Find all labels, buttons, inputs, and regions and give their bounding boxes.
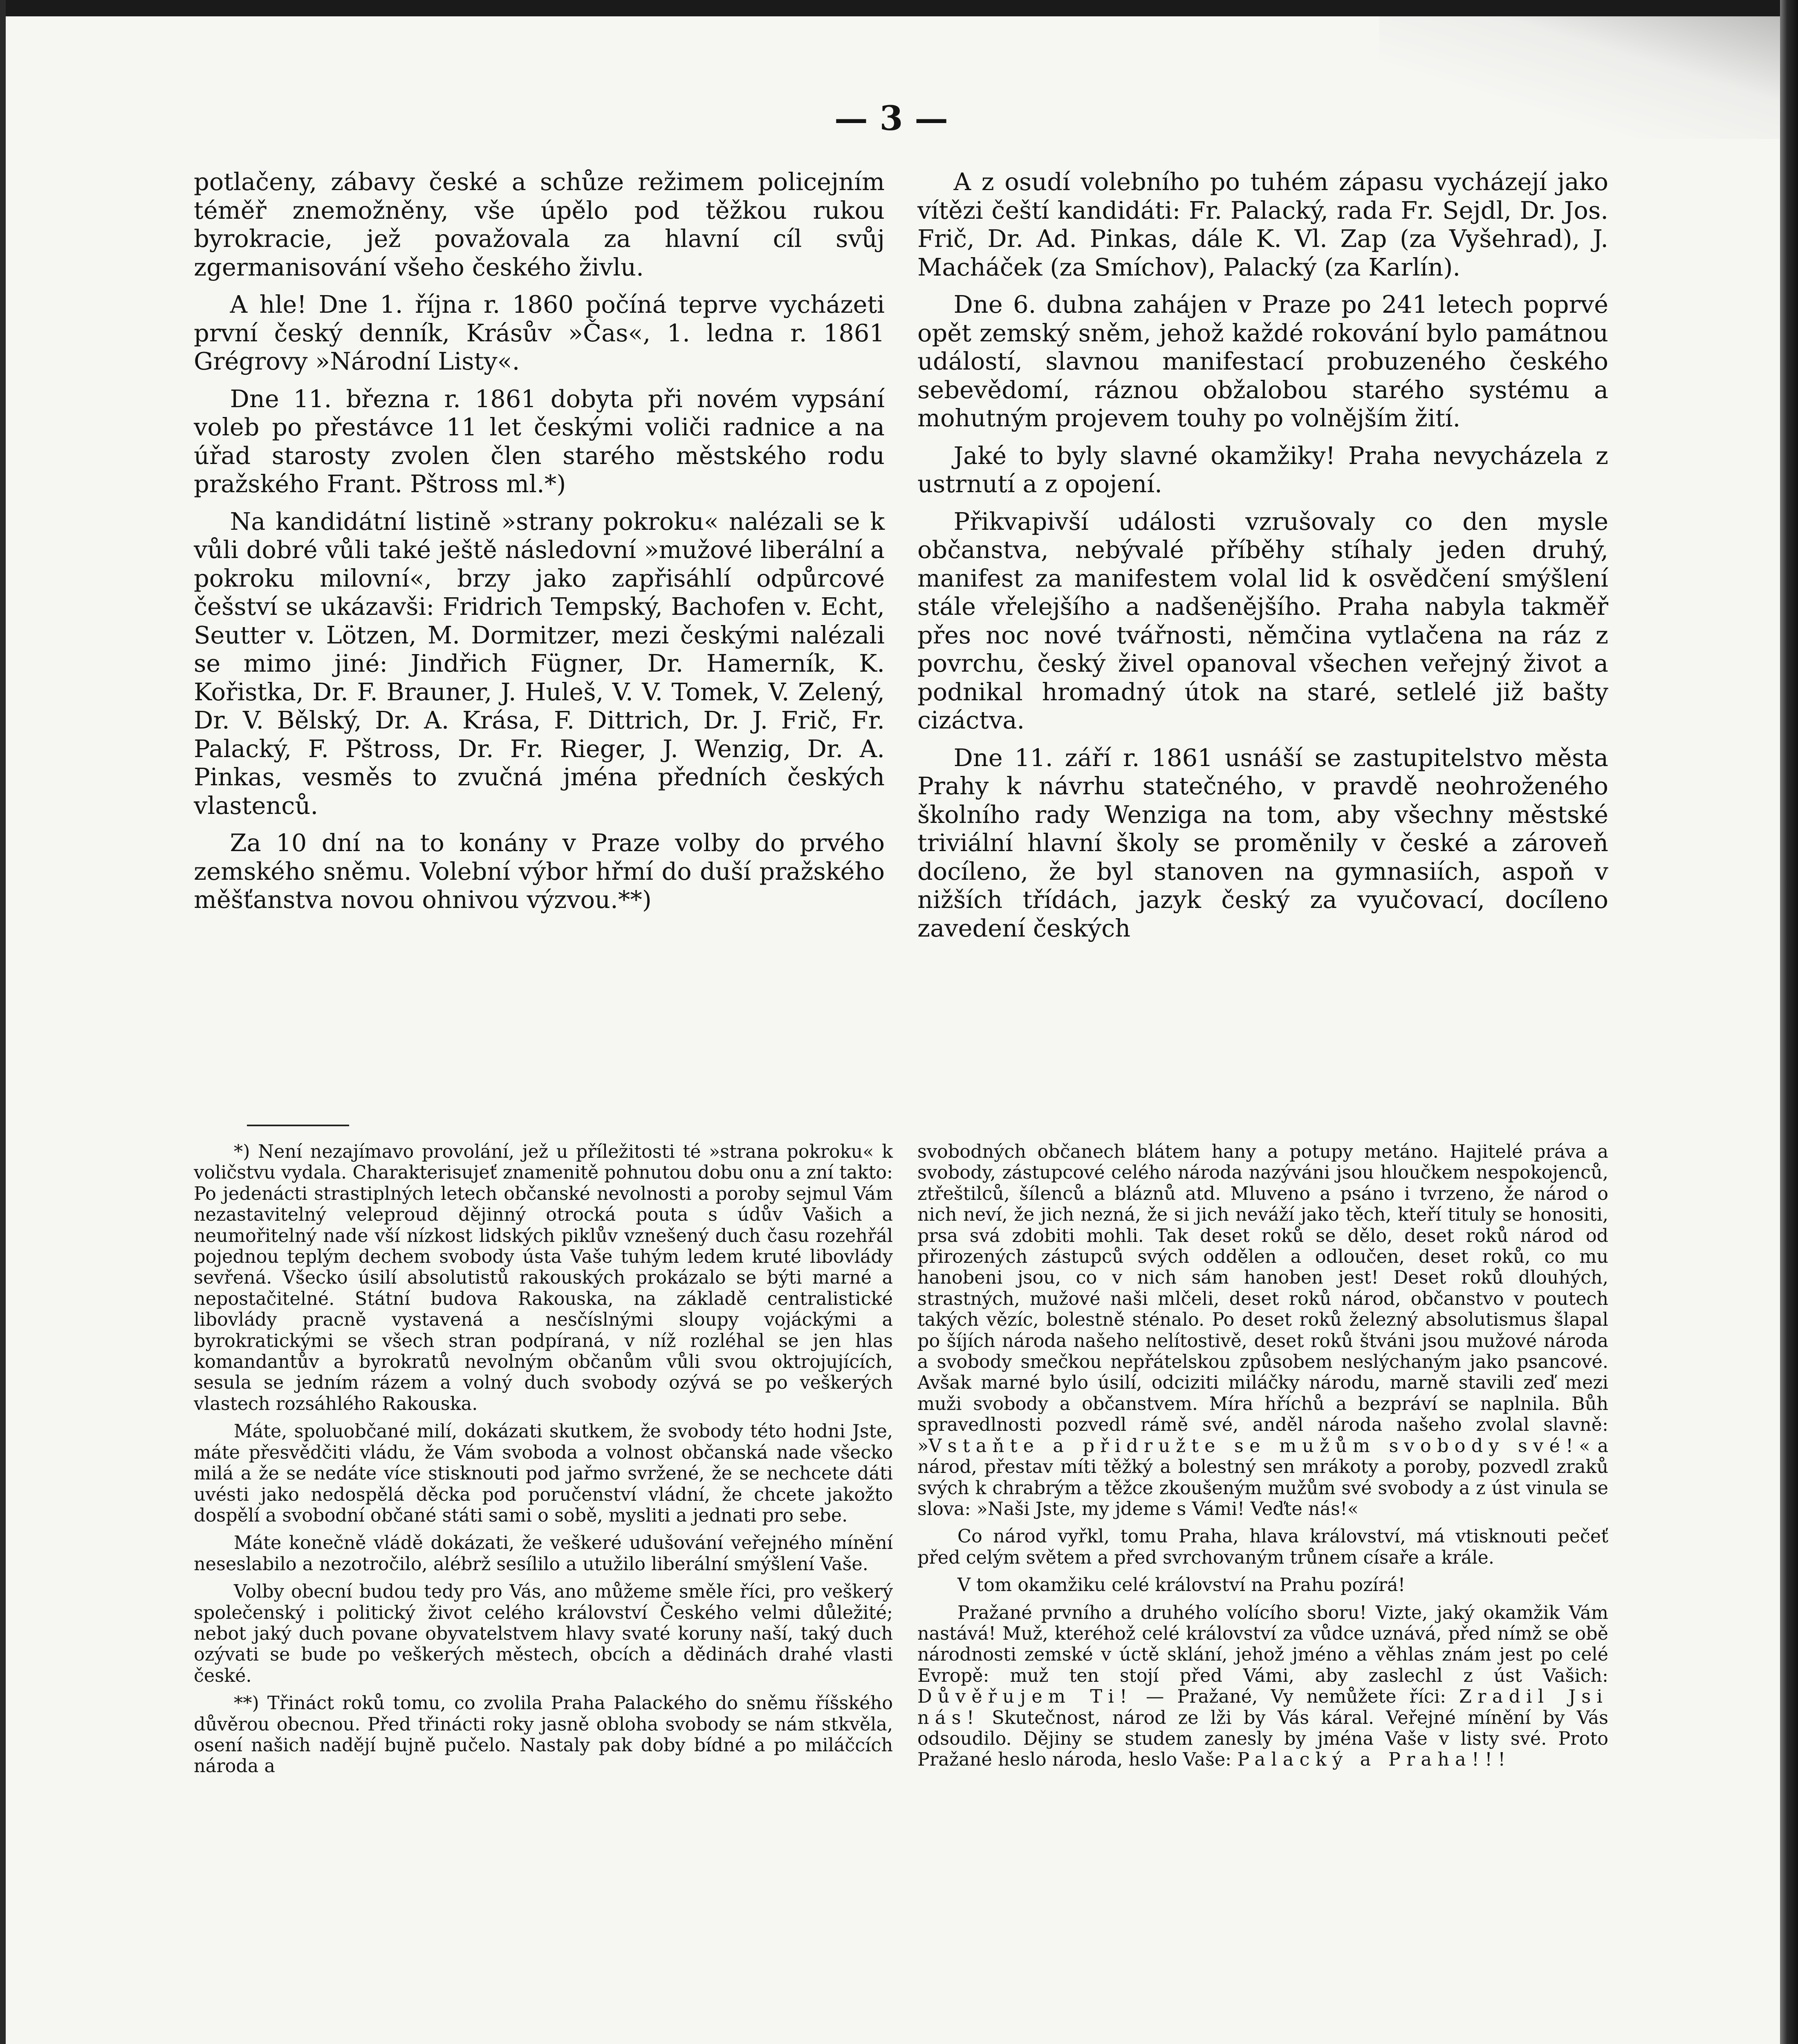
spaced-betray: Zradil Jsi nás!: [917, 1686, 1608, 1728]
paragraph: Dne 11. března r. 1861 dobyta při novém vypsání voleb po přestávce 11 let českými voliči radnice a na úřad starosty zvolen člen starého městského rodu pražského Frant. Pštross ml.*): [194, 384, 885, 498]
paragraph: A hle! Dne 1. října r. 1860 počíná teprve vycházeti první český denník, Krásův »Čas«, 1. ledna r. 1861 Grégrovy »Národní Listy«.: [194, 290, 885, 375]
spaced-motto: Palacký a Praha!!!: [1237, 1749, 1511, 1771]
footnote-paragraph: Máte konečně vládě dokázati, že veškeré udušování veřejného mínění neseslabilo a nezotročilo, alébrž sesílilo a utužilo liberální smýšlení Vaše.: [194, 1533, 893, 1575]
spaced-call: Vstaňte a přidružte se mužům svobody své!: [928, 1435, 1579, 1457]
scan-edge-top: [0, 0, 1798, 16]
footnote-text: « a národ, přestav míti těžký a bolestný sen mrákoty a poroby, pozvedl zraků svých k chrabrým a těžce zkoušeným mužům své svobody a z úst vinula se slova: »Naši Jste, my jdeme s Vámi! Veďte nás!«: [917, 1435, 1608, 1520]
footnote-text: — Pražané, Vy nemůžete říci:: [1132, 1686, 1459, 1708]
footnote-paragraph: *) Není nezajímavo provolání, jež u příležitosti té »strana pokroku« k voličstvu vydala. Charakterisujeť znamenitě pohnutou dobu onu a zní takto: Po jedenácti strastiplných letech občanské nevolnosti a poroby sejmul Vám nezastavitelný veleproud dějinný otrocká pouta s údův Vašich a neumořitelný nade vší nízkost lidských piklův vznešený duch času rozehřál pojednou teplým dechem svobody ústa Vaše tuhým ledem kruté libovlády sevřená. Všecko úsilí absolutistů rakouských prokázalo se býti marné a nepostačitelné. Státní budova Rakouska, na základě centralistické libovlády pracně vystavená a nesčíslnými sloupy vojáckými a byrokratickými se všech stran podpíraná, v níž rozléhal se jen hlas komandantův a byrokratů nevolným občanům vůli svou oktrojujících, sesula se jedním rázem a volný duch svobody ozývá se po veškerých vlastech rozsáhlého Rakouska.: [194, 1141, 893, 1414]
page-number: — 3 —: [834, 99, 948, 138]
scan-edge-left: [0, 0, 6, 2044]
footnote-paragraph: V tom okamžiku celé království na Prahu pozírá!: [957, 1575, 1406, 1596]
scan-edge-right: [1780, 0, 1798, 2044]
footnote-paragraph: [917, 1602, 1608, 1771]
footnote-divider: [247, 1125, 349, 1126]
paragraph: Na kandidátní listině »strany pokroku« nalézali se k vůli dobré vůli také ještě následovní »mužové liberální a pokroku milovní«, brzy jako zapřisáhlí odpůrcové češství se ukázavši: Fridrich Tempský, Bachofen v. Echt, Seutter v. Lötzen, M. Dormitzer, mezi českými nalézali se mimo jiné: Jindřich Fügner, Dr. Hamerník, K. Kořistka, Dr. F. Brauner, J. Huleš, V. V. Tomek, V. Zelený, Dr. V. Bělský, Dr. A. Krása, F. Dittrich, Dr. J. Frič, Fr. Palacký, F. Pštross, Dr. Fr. Rieger, J. Wenzig, Dr. A. Pinkas, vesměs to zvučná jména předních českých vlastenců.: [194, 507, 885, 820]
footnote-paragraph: Máte, spoluobčané milí, dokázati skutkem, že svobody této hodni Jste, máte přesvědčiti vládu, že Vám svoboda a volnost občanská nade všecko milá a že se nedáte více stisknouti pod jařmo svržené, že se nechcete dáti uvésti jako nedospělá děcka pod poručenství vládní, že chcete jakožto dospělí a svobodní občané státi sami o sobě, mysliti a jednati pro sebe.: [194, 1421, 893, 1526]
left-column-text: [194, 168, 885, 1100]
right-column-text: [917, 168, 1608, 1104]
footnote-paragraph: **) Třináct roků tomu, co zvolila Praha Palackého do sněmu říšského důvěrou obecnou. Před třinácti roky jasně obloha svobody se nám stkvěla, osení našich nadějí bujně pučelo. Nastaly pak doby bídné a po miláčcích národa a: [194, 1693, 893, 1777]
paragraph: Za 10 dní na to konány v Praze volby do prvého zemského sněmu. Volební výbor hřmí do duší pražského měšťanstva novou ohnivou výzvou.**): [194, 829, 885, 914]
footnote-text: Skutečnost, národ ze lži by Vás káral. Veřejné mínění by Vás odsoudilo. Dějiny se studem zanesly by jména Vaše v listy své. Proto Pražané heslo národa, heslo Vaše:: [917, 1707, 1608, 1771]
paragraph: potlačeny, zábavy české a schůze režimem policejním téměř znemožněny, vše úpělo pod těžkou rukou byrokracie, jež považovala za hlavní cíl svůj zgermanisování všeho českého živlu.: [194, 168, 885, 281]
spaced-trust: Důvěřujem Ti!: [917, 1686, 1133, 1708]
paragraph: Dne 11. září r. 1861 usnáší se zastupitelstvo města Prahy k návrhu statečného, v pravdě neohroženého školního rady Wenziga na tom, aby všechny městské triviální hlavní školy se proměnily v české a zároveň docíleno, že byl stanoven na gymnasiích, aspoň v nižších třídách, jazyk český za vyučovací, docíleno zavedení českých: [917, 743, 1608, 942]
scan-corner-shadow: [1379, 16, 1780, 139]
footnote-paragraph: [917, 1141, 1608, 1520]
footnote-paragraph: Volby obecní budou tedy pro Vás, ano můžeme směle říci, pro veškerý společenský i politický život celého království Českého velmi důležité; nebot jaký duch povane obyvatelstvem hlavy svaté koruny naší, taký duch ozývati se bude po veškerých městech, obcích a dědinách drahé vlasti české.: [194, 1581, 893, 1686]
paragraph: Dne 6. dubna zahájen v Praze po 241 letech poprvé opět zemský sněm, jehož každé rokování bylo památnou událostí, slavnou manifestací probuzeného českého sebevědomí, ráznou obžalobou starého systému a mohutným projevem touhy po volnějším žití.: [917, 290, 1608, 432]
footnotes-right-column: [917, 1141, 1608, 2033]
paragraph: Jaké to byly slavné okamžiky! Praha nevycházela z ustrnutí a z opojení.: [917, 441, 1608, 498]
paragraph: A z osudí volebního po tuhém zápasu vycházejí jako vítězi čeští kandidáti: Fr. Palacký, rada Fr. Sejdl, Dr. Jos. Frič, Dr. Ad. Pinkas, dále K. Vl. Zap (za Vyšehrad), J. Macháček (za Smíchov), Palacký (za Karlín).: [917, 168, 1608, 281]
footnotes-left-column: [194, 1141, 893, 2033]
footnote-paragraph: Co národ vyřkl, tomu Praha, hlava království, má vtisknouti pečeť před celým světem a před svrchovaným trůnem císaře a krále.: [917, 1526, 1608, 1568]
paragraph: Přikvapivší události vzrušovaly co den mysle občanstva, nebývalé příběhy stíhaly jeden druhý, manifest za manifestem volal lid k osvědčení smýšlení stále vřelejšího a nadšenějšího. Praha nabyla takměř přes noc nové tvářnosti, němčina vytlačena na ráz z povrchu, český živel opanoval všechen veřejný život a podnikal hromadný útok na staré, setlelé již bašty cizáctva.: [917, 507, 1608, 734]
footnote-text: Pražané prvního a druhého volícího sboru! Vizte, jaký okamžik Vám nastává! Muž, kteréhož celé království za vůdce uznává, před nímž se obě národnosti zemské v úctě sklání, jehož jméno a věhlas znám jest po celé Evropě: muž ten stojí před Vámi, aby zaslechl z úst Vašich:: [917, 1602, 1608, 1686]
footnote-text: svobodných občanech blátem hany a potupy metáno. Hajitelé práva a svobody, zástupcové celého národa nazýváni jsou hloučkem nespokojenců, ztřeštilců, šílenců a bláznů atd. Mluveno a psáno i tvrzeno, že národ o nich neví, že jich nezná, že si jich neváží jako těch, kteří tituly se honositi, prsa svá zdobiti mohli. Tak deset roků se dělo, deset roků národ od přirozených zástupců svých oddělen a odloučen, deset roků, co mu hanobeni jsou, co v nich sám hanoben jest! Deset roků dlouhých, strastných, mužové naši mlčeli, deset roků národ, občanstvo v poutech takých vězíc, bolestně sténalo. Po deset roků železný absolutismus šlapal po šíjích národa našeho nelítostivě, deset roků štváni jsou mužové národa a svobody smečkou nepřátelskou způsobem neslýchaným jako psancové. Avšak marné bylo úsilí, odciziti miláčky národu, marně stavili zeď mezi muži svobody a občanstvem. Míra hříchů a bezpráví se naplnila. Bůh spravedlnosti pozvedl rámě své, anděl národa našeho zvolal slavně: »: [917, 1141, 1608, 1457]
